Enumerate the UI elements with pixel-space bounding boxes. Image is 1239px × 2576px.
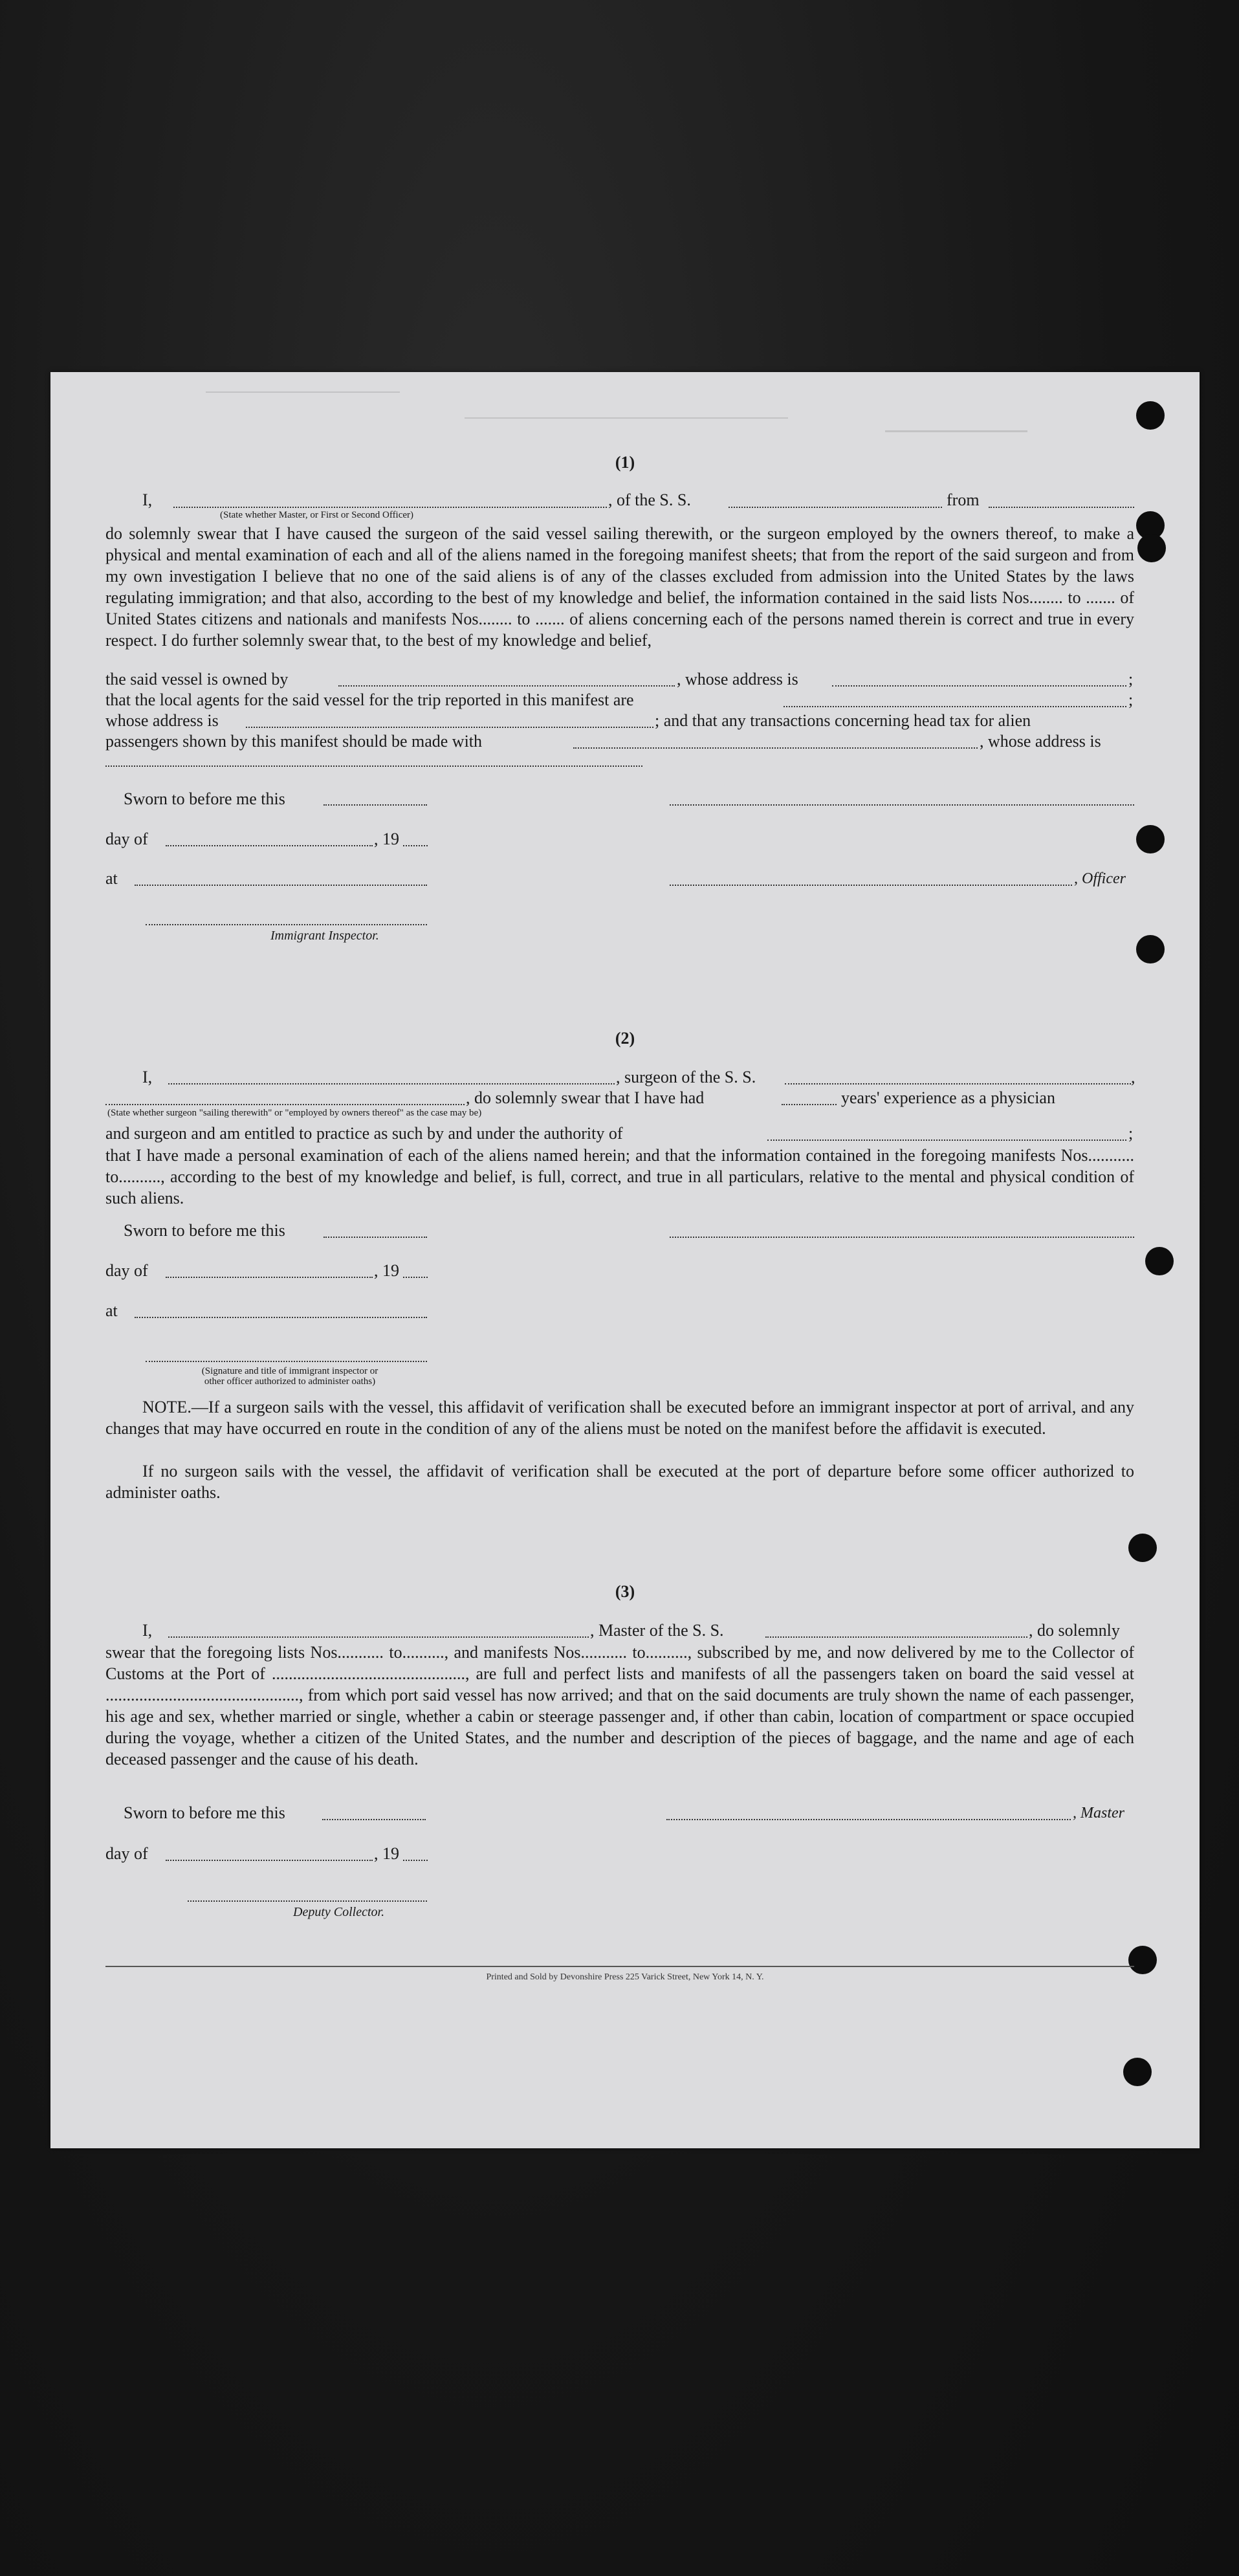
s1-year-field xyxy=(403,845,428,846)
punch-hole xyxy=(1137,534,1166,562)
s2-surgeon-of-ss: , surgeon of the S. S. xyxy=(616,1068,756,1086)
punch-hole xyxy=(1128,1534,1157,1562)
s1-officer-label: , Officer xyxy=(1074,870,1126,887)
punch-hole xyxy=(1136,935,1165,963)
s1-year: , 19 xyxy=(374,830,399,848)
s1-prefix: I, xyxy=(142,490,153,509)
s1-oath-body: do solemnly swear that I have caused the surgeon of the said vessel sailing therewith, or the surgeon employed by the owners thereof, to make a physical and mental examination of each and all of the aliens named in the foregoing manifest sheets; that from the report of the said surgeon and from my own investigation I believe that no one of the said aliens is of any of the classes excluded from admission into the United States by the laws regulating immigration; and that also, according to the best of my knowledge and belief, the information contained in the said lists Nos........ to ....... of United States citizens and nationals and manifests Nos........ to ....... of aliens concerning each of the persons named therein is correct and true in every respect. I do further solemnly swear that, to the best of my knowledge and belief, xyxy=(105,524,1134,650)
s2-at: at xyxy=(105,1301,118,1320)
s2-authority: and surgeon and am entitled to practice as such by and under the authority of xyxy=(105,1124,623,1143)
s2-sworn-date-field xyxy=(323,1237,427,1238)
s1-at: at xyxy=(105,869,118,888)
s2-status-caption: (State whether surgeon "sailing therewith" or "employed by owners thereof" as the case may be) xyxy=(107,1108,482,1118)
section-2-number: (2) xyxy=(615,1029,635,1048)
s2-sworn: Sworn to before me this xyxy=(124,1221,285,1240)
s2-year-field xyxy=(403,1277,428,1278)
punch-hole xyxy=(1136,401,1165,430)
s2-authority-field xyxy=(767,1139,1126,1141)
s3-year: , 19 xyxy=(374,1844,399,1863)
s2-oath-body: that I have made a personal examination of each of the aliens named herein; and that the information contained in the foregoing manifests Nos........... to.........., according to the best of my knowledge and belief, is full, correct, and true in all particulars, relative to the mental and physical condition of such aliens. xyxy=(105,1146,1134,1207)
s3-master-signature-field xyxy=(666,1819,1071,1820)
s1-owned-by: the said vessel is owned by xyxy=(105,670,289,688)
punch-hole xyxy=(1145,1247,1174,1275)
s1-passengers: passengers shown by this manifest should be made with xyxy=(105,732,483,751)
s1-from: from xyxy=(947,490,980,509)
s1-month-field xyxy=(166,845,373,846)
s2-surgeon-signature-field xyxy=(670,1237,1134,1238)
s1-master-signature-field xyxy=(670,804,1134,806)
s3-master-of-ss: , Master of the S. S. xyxy=(590,1621,724,1640)
s1-owner-address-field xyxy=(832,685,1126,687)
s1-passengers-field xyxy=(573,747,978,749)
s1-owner-address-label: , whose address is xyxy=(677,670,798,688)
s1-passengers-address-label: , whose address is xyxy=(980,732,1101,751)
s2-prefix: I, xyxy=(142,1068,153,1086)
s3-master-name-field xyxy=(168,1636,589,1638)
s1-master-line xyxy=(142,490,152,510)
s2-place-field xyxy=(135,1317,427,1318)
s2-vessel-name-field xyxy=(785,1083,1131,1084)
section-1-number: (1) xyxy=(615,453,635,472)
section-3-number: (3) xyxy=(615,1582,635,1601)
s2-year: , 19 xyxy=(374,1261,399,1280)
s2-note: NOTE.—If a surgeon sails with the vessel, this affidavit of verification shall be executed before an immigrant inspector at port of arrival, and any changes that may have occurred en route in the condition of any of the aliens must be noted on the manifest before the affidavit is executed. xyxy=(105,1398,1134,1438)
s1-inspector-signature-field xyxy=(146,924,427,925)
s3-month-field xyxy=(166,1860,373,1861)
s2-day-of: day of xyxy=(105,1261,148,1280)
s2-month-field xyxy=(166,1277,373,1278)
s2-status-field xyxy=(105,1104,465,1105)
s2-surgeon-name-field xyxy=(168,1083,615,1084)
s2-swear: , do solemnly swear that I have had xyxy=(466,1088,705,1107)
s3-sworn-date-field xyxy=(322,1819,426,1820)
s1-from-port-field xyxy=(989,507,1134,508)
s1-master-caption: (State whether Master, or First or Second Officer) xyxy=(220,510,414,520)
s1-agents-field xyxy=(784,706,1126,707)
s1-of-ss: , of the S. S. xyxy=(608,490,691,509)
s1-officer-field xyxy=(670,885,1072,886)
s1-master-name-field xyxy=(173,507,607,508)
s1-agents: that the local agents for the said vessel for the trip reported in this manifest are xyxy=(105,690,634,709)
s2-inspector-signature-field xyxy=(146,1361,427,1362)
footer-rule xyxy=(105,1966,1134,1967)
s2-note-second: If no surgeon sails with the vessel, the affidavit of verification shall be executed at the port of departure before some officer authorized to administer oaths. xyxy=(105,1462,1134,1502)
s3-prefix: I, xyxy=(142,1621,153,1640)
s2-years-label: years' experience as a physician xyxy=(841,1088,1055,1107)
s1-sworn-date-field xyxy=(323,804,427,806)
printer-imprint: Printed and Sold by Devonshire Press 225 Varick Street, New York 14, N. Y. xyxy=(486,1972,764,1982)
s1-place-field xyxy=(135,885,427,886)
s1-agents-address-field xyxy=(246,727,653,728)
s3-year-field xyxy=(403,1860,428,1861)
s3-collector-signature-field xyxy=(188,1900,427,1902)
s3-master-label: , Master xyxy=(1073,1805,1124,1822)
s1-vessel-name-field xyxy=(729,507,942,508)
s2-years-field xyxy=(782,1104,837,1105)
s1-sworn: Sworn to before me this xyxy=(124,789,285,808)
punch-hole xyxy=(1136,825,1165,853)
s3-solemnly: , do solemnly xyxy=(1029,1621,1120,1640)
s3-oath-body: swear that the foregoing lists Nos........... to.........., and manifests Nos........... to.........., subscribed by me, and now delivered by me to the Collector of Customs at the Port of .............................................., are full and perfect lists and manifests of all the passengers taken on board the said vessel at .............................................., from which port said vessel has now arrived; and that on the said documents are truly shown the name of each passenger, his age and sex, whether married or single, whether a cabin or steerage passenger and, if other than cabin, location of compartment or space occupied during the voyage, whether a citizen of the United States, and the number and description of the pieces of baggage, and the name and age of each deceased passenger and the cause of his death. xyxy=(105,1643,1134,1768)
punch-hole xyxy=(1123,2058,1152,2086)
s1-agents-address-label: whose address is xyxy=(105,711,219,730)
s3-sworn: Sworn to before me this xyxy=(124,1803,285,1822)
s3-day-of: day of xyxy=(105,1844,148,1863)
s1-head-tax: ; and that any transactions concerning head tax for alien xyxy=(655,711,1031,730)
s2-signature-caption: (Signature and title of immigrant inspector or other officer authorized to administer oaths) xyxy=(201,1366,378,1387)
bleed-through-text xyxy=(206,391,1047,463)
s3-vessel-name-field xyxy=(765,1636,1027,1638)
punch-hole xyxy=(1128,1946,1157,1974)
s1-day-of: day of xyxy=(105,830,148,848)
s1-passengers-address-cont xyxy=(105,765,642,767)
s3-collector-label: Deputy Collector. xyxy=(293,1905,385,1919)
s1-inspector-label: Immigrant Inspector. xyxy=(270,929,379,943)
s1-owner-field xyxy=(338,685,675,687)
manifest-back-page: (1) I, , of the S. S. from (State whether Master, or First or Second Officer) do solemnly swear that I have caused the surgeon of the said vessel sailing therewith, or the surgeon employed by the owners thereof, to make a physical and mental examination of each and all of the aliens named in the foregoing manifest sheets; that from the report of the said surgeon and from my own investigation I believe that no one of the said aliens is of any of the classes excluded from admission into the United States by the laws regulating immigration; and that also, according to the best of my knowledge and belief, the information contained in the said lists Nos........ to ....... of United States citizens and nationals and manifests Nos........ to ....... of aliens concerning each of the persons named therein is correct and true in every respect. I do further solemnly swear that, to the best of my knowledge and belief, the said vessel is owned by , whose address is ; that the local agents for the said vessel for the trip reported in this manifest are ; whose address is ; and that any transactions concerning head tax for alien passengers shown by this manifest should be made with , whose address is Sworn to before me this day of , 19 at , Officer Immigrant Inspector. (2) I, , surgeon of the S. S. , , do solemnly swear that I have had years' experience as a physician (State whether surgeon "sailing therewith" or "employed by owners thereof" as the case may be) and surgeon and am entitled to practice as such by and under the authority of ; that I have made a personal examination of each of the aliens named herein; and that the information contained in the foregoing manifests Nos........... to.........., according to the best of my knowledge and belief, is full, correct, and true in all particulars, relative to the mental and physical condition of such aliens. Sworn to before me this day of , 19 at (Signature and title of immigrant inspector or other officer authorized to administer oaths) NOTE.—If a surgeon sails with the vessel, this affidavit of verification shall be executed before an immigrant inspector at port of arrival, and any changes that may have occurred en route in the condition of any of the aliens must be noted on the manifest before the affidavit is executed. If no surgeon sails with the vessel, the affidavit of verification shall be executed at the port of departure before some officer authorized to administer oaths. (3) I, , Master of the S. S. , do solemnly swear that the foregoing lists Nos........... to.........., and manifests Nos........... to.........., subscribed by me, and now delivered by me to the Collector of Customs at the Port of .............................................., are full and perfect lists and manifests of all the passengers taken on board the said vessel at .............................................., from which port said vessel has now arrived; and that on the said documents are truly shown the name of each passenger, his age and sex, whether married or single, whether a cabin or steerage passenger and, if other than cabin, location of compartment or space occupied during the voyage, whether a citizen of the United States, and the number and description of the pieces of baggage, and the name and age of each deceased passenger and the cause of his death. Sworn to before me this , Master day of , 19 Deputy Collector. Printed and Sold by Devonshire Press 225 Varick Street, New York 14, N. Y. xyxy=(50,372,1200,2148)
